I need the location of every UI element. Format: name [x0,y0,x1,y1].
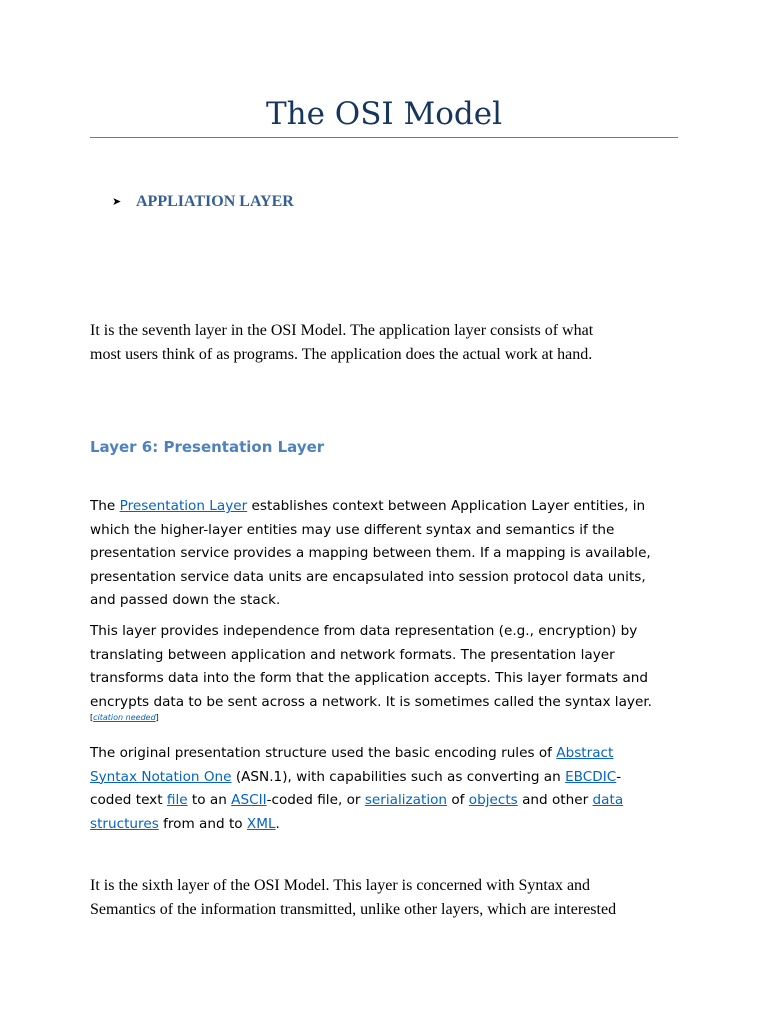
ascii-link[interactable]: ASCII [231,792,267,808]
text-run: of [447,792,469,808]
text-run: and other [517,792,593,808]
paragraph-line: presentation service data units are encapsulated into session protocol data units, [90,568,646,585]
bullet-text: APPLIATION LAYER [136,193,294,210]
bracket: [ [90,713,94,722]
paragraph-line: presentation service provides a mapping between them. If a mapping is available, [90,545,651,561]
paragraph-line: most users think of as programs. The application does the actual work at hand. [90,346,593,363]
page-title: The OSI Model [265,96,503,132]
paragraph-line [90,813,690,837]
paragraph-line [90,495,690,519]
presentation-paragraph-1 [90,495,690,613]
paragraph-line [90,789,690,813]
text-run: from and to [158,815,247,832]
text-run: The [90,498,120,514]
presentation-paragraph-3 [90,742,690,836]
paragraph-line: It is the sixth layer of the OSI Model. This layer is concerned with Syntax and [90,877,591,894]
text-run: - [616,768,622,785]
text-run: The original presentation structure used the basic encoding rules of [90,745,557,761]
arrow-bullet-icon: ➤ [112,195,122,208]
presentation-layer-link[interactable]: Presentation Layer [119,498,248,514]
serialization-link[interactable]: serialization [364,792,448,808]
paragraph-line: This layer provides independence from data representation (e.g., encryption) by [90,623,638,639]
citation-needed-note [90,712,159,724]
paragraph-line: which the higher-layer entities may use different syntax and semantics if the [90,521,615,538]
bullet-item [112,190,294,214]
text-run: coded text [90,792,167,808]
ebcdic-link[interactable]: EBCDIC [565,768,617,785]
file-link[interactable]: file [166,792,188,808]
title-underline [90,137,678,138]
text-run: -coded file, or [266,792,365,808]
paragraph-line: translating between application and network formats. The presentation layer [90,646,615,663]
sixth-layer-paragraph [90,874,690,922]
syntax-notation-one-link[interactable]: Syntax Notation One [90,768,232,785]
abstract-link[interactable]: Abstract [556,745,614,761]
paragraph-line: and passed down the stack. [90,592,281,608]
application-layer-paragraph [90,319,690,367]
paragraph-line: encrypts data to be sent across a network. It is sometimes called the syntax layer. [90,693,652,710]
presentation-layer-heading: Layer 6: Presentation Layer [90,438,325,456]
paragraph-line: Semantics of the information transmitted, unlike other layers, which are interested [90,901,617,918]
objects-link[interactable]: objects [468,792,518,808]
paragraph-line [90,766,690,790]
text-run: (ASN.1), with capabilities such as converting an [231,768,566,785]
text-run: to an [187,792,232,808]
text-run: . [275,815,280,832]
citation-needed-link[interactable]: citation needed [93,713,156,722]
structures-link[interactable]: structures [90,815,159,832]
presentation-paragraph-2 [90,620,690,714]
paragraph-line [90,742,690,766]
xml-link[interactable]: XML [246,815,276,832]
paragraph-line: It is the seventh layer in the OSI Model. The application layer consists of what [90,322,594,339]
data-link[interactable]: data [592,792,624,808]
paragraph-line: transforms data into the form that the application accepts. This layer formats and [90,670,649,686]
text-run: establishes context between Application Layer entities, in [247,498,646,514]
bracket: ] [155,713,159,722]
